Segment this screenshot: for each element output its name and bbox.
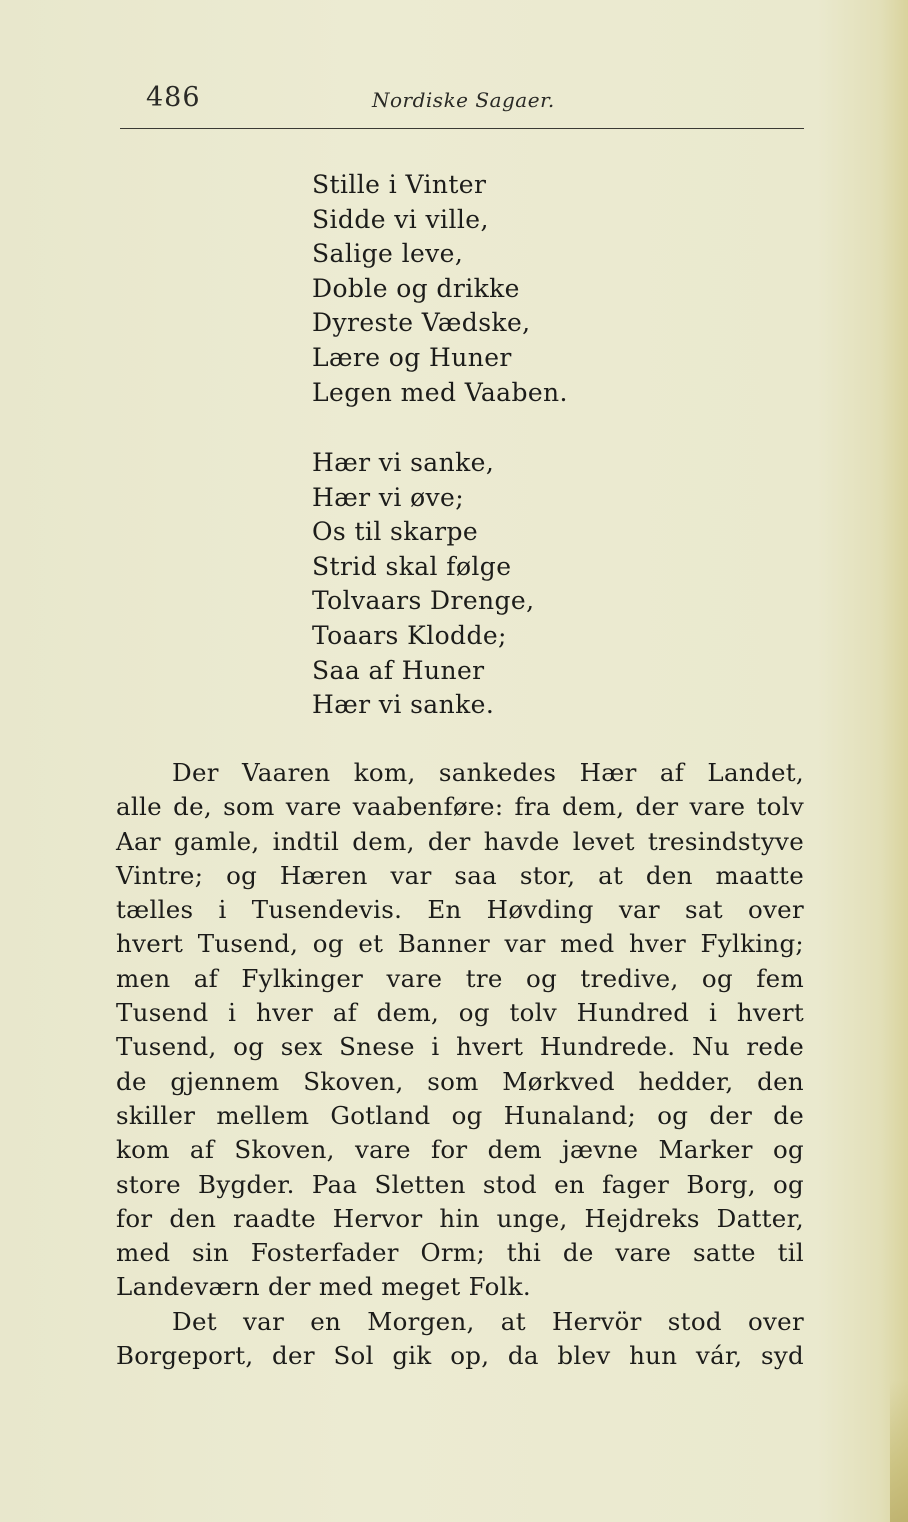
verse-line: Dyreste Vædske, [312,308,531,338]
poem-stanza-1 [312,168,672,410]
poem-stanza-2 [312,446,672,723]
verse-line: Stille i Vinter [312,170,487,199]
prose-line: Landeværn der med meget Folk. [116,1272,531,1302]
running-title: Nordiske Sagaer. [372,88,555,112]
prose-line: Vintre; og Hæren var saa stor, at den maatte [116,860,804,890]
verse-line: Salige leve, [312,239,464,269]
prose-line: Borgeport, der Sol gik op, da blev hun vár, syd [116,1341,804,1371]
prose-line: alle de, som vare vaabenføre: fra dem, der vare tolv [116,792,804,822]
header-rule [120,128,804,129]
prose-line: store Bygder. Paa Sletten stod en fager Borg, og [116,1169,804,1199]
page-edge-stain [890,1380,908,1522]
prose-line: hvert Tusend, og et Banner var med hver Fylking; [116,929,804,959]
prose-line: kom af Skoven, vare for dem jævne Marker og [116,1135,804,1165]
verse-line: Hær vi øve; [312,482,465,512]
prose-line: tælles i Tusendevis. En Høvding var sat over [116,895,804,925]
prose-line: for den raadte Hervor hin unge, Hejdreks Datter, [116,1203,804,1233]
verse-line: Tolvaars Drenge, [312,586,535,616]
prose-line: men af Fylkinger vare tre og tredive, og fem [116,963,804,993]
verse-line: Sidde vi ville, [312,204,489,234]
prose-line: Der Vaaren kom, sankedes Hær af Landet, [172,758,804,787]
prose-line: Tusend i hver af dem, og tolv Hundred i hvert [116,998,804,1028]
verse-line: Lære og Huner [312,342,512,372]
verse-line: Toaars Klodde; [312,620,507,650]
verse-line: Hær vi sanke. [312,690,495,720]
prose-line: skiller mellem Gotland og Hunaland; og der de [116,1100,804,1130]
verse-line: Doble og drikke [312,273,520,303]
prose-line: Det var en Morgen, at Hervör stod over [172,1306,804,1336]
verse-line: Legen med Vaaben. [312,377,568,407]
verse-line: Saa af Huner [312,655,485,685]
page-number: 486 [146,82,201,113]
verse-line: Os til skarpe [312,517,479,547]
prose-body [116,756,804,1373]
prose-line: med sin Fosterfader Orm; thi de vare satte til [116,1238,804,1268]
verse-line: Hær vi sanke, [312,448,495,477]
prose-line: Aar gamle, indtil dem, der havde levet tresindstyve [116,826,804,856]
prose-line: de gjennem Skoven, som Mørkved hedder, den [116,1066,804,1096]
prose-line: Tusend, og sex Snese i hvert Hundrede. Nu rede [116,1032,804,1062]
verse-line: Strid skal følge [312,551,512,581]
